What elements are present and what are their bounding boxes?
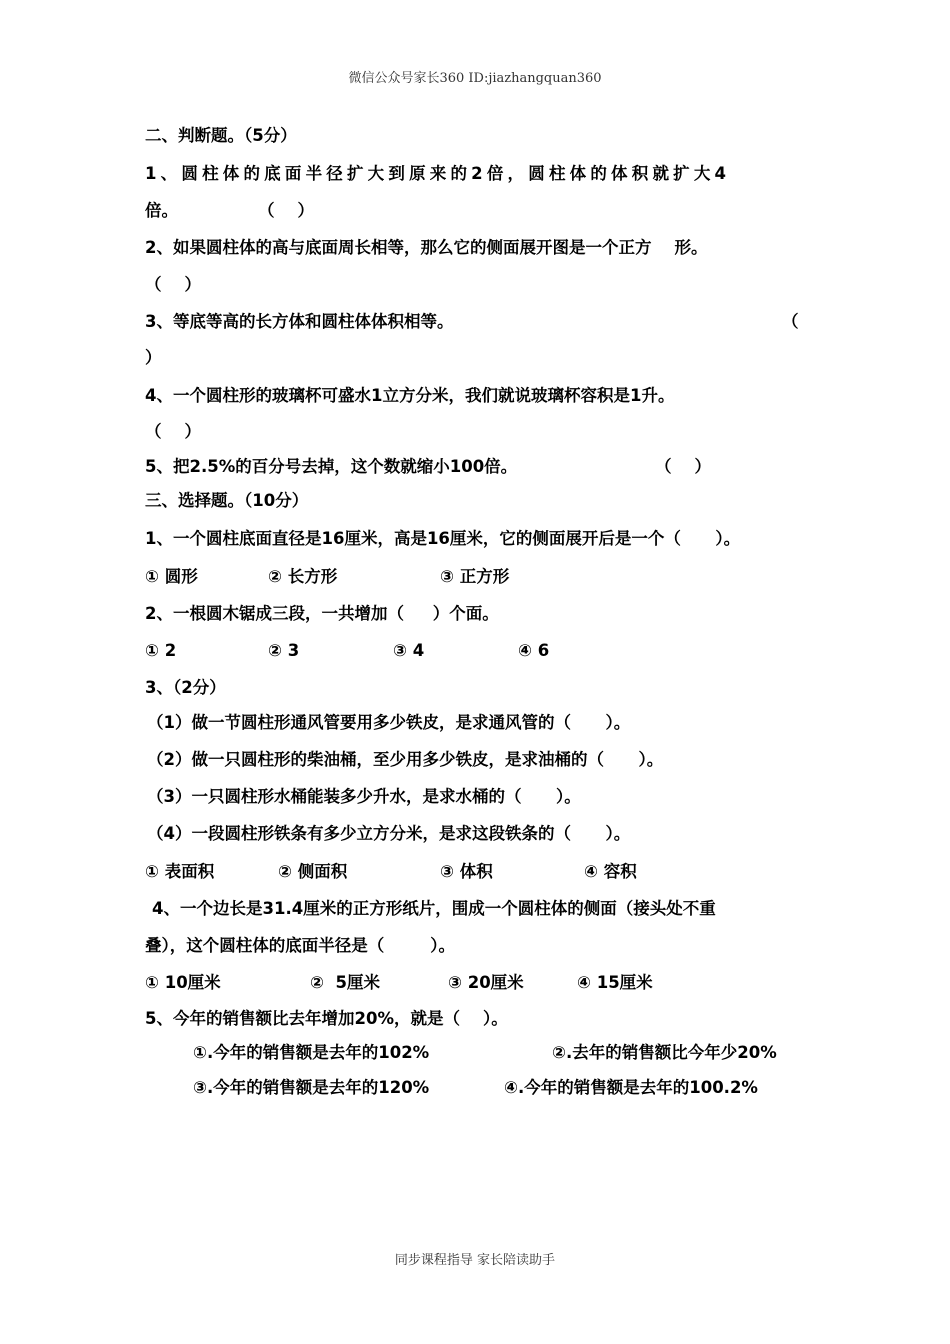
judge-q5-line1: 5、把2.5%的百分号去掉，这个数就缩小100倍。 bbox=[145, 457, 518, 476]
choice-q4-line1: 4、一个边长是31.4厘米的正方形纸片，围成一个圆柱体的侧面（接头处不重 bbox=[152, 899, 716, 918]
judge-q2-line1: 2、如果圆柱体的高与底面周长相等，那么它的侧面展开图是一个正方 形。 bbox=[145, 238, 708, 257]
page-footer: 同步课程指导 家长陪读助手 bbox=[394, 1253, 556, 1268]
choice-q2-option-2[interactable]: ② 3 bbox=[268, 641, 300, 660]
choice-q2-option-3[interactable]: ③ 4 bbox=[393, 641, 425, 660]
choice-q2-option-4[interactable]: ④ 6 bbox=[518, 641, 550, 660]
choice-q5-option-1[interactable]: ①.今年的销售额是去年的102% bbox=[193, 1043, 430, 1062]
choice-q4-line2: 叠），这个圆柱体的底面半径是（ ）。 bbox=[145, 936, 455, 955]
choice-q4-option-3[interactable]: ③ 20厘米 bbox=[448, 973, 524, 992]
choice-q1: 1、一个圆柱底面直径是16厘米，高是16厘米，它的侧面展开后是一个（ ）。 bbox=[145, 529, 741, 548]
section-title-judge: 二、判断题。（5分） bbox=[145, 126, 297, 145]
choice-q2: 2、一根圆木锯成三段，一共增加（ ）个面。 bbox=[145, 604, 499, 623]
judge-q5-answer-paren[interactable]: （ ） bbox=[655, 457, 711, 476]
choice-q3-sub-4: （4）一段圆柱形铁条有多少立方分米，是求这段铁条的（ ）。 bbox=[147, 824, 631, 843]
choice-q5-option-4[interactable]: ④.今年的销售额是去年的100.2% bbox=[504, 1078, 758, 1097]
judge-q4-line1: 4、一个圆柱形的玻璃杯可盛水1立方分米，我们就说玻璃杯容积是1升。 bbox=[145, 386, 675, 405]
judge-q1-answer-paren[interactable]: （ ） bbox=[258, 201, 314, 220]
judge-q4-answer-paren[interactable]: （ ） bbox=[145, 422, 201, 441]
page-header: 微信公众号家长360 ID:jiazhangquan360 bbox=[348, 71, 602, 86]
choice-q2-option-1[interactable]: ① 2 bbox=[145, 641, 177, 660]
judge-q3-answer-paren-close[interactable]: ） bbox=[145, 348, 162, 367]
choice-q3-option-1[interactable]: ① 表面积 bbox=[145, 862, 215, 881]
choice-q1-option-2[interactable]: ② 长方形 bbox=[268, 567, 338, 586]
choice-q4-option-2[interactable]: ② 5厘米 bbox=[310, 973, 380, 992]
choice-q5-option-3[interactable]: ③.今年的销售额是去年的120% bbox=[193, 1078, 430, 1097]
judge-q1-line1: 1、圆柱体的底面半径扩大到原来的2倍，圆柱体的体积就扩大4 bbox=[145, 164, 731, 183]
choice-q1-option-1[interactable]: ① 圆形 bbox=[145, 567, 198, 586]
choice-q5-option-2[interactable]: ②.去年的销售额比今年少20% bbox=[552, 1043, 777, 1062]
choice-q3-option-3[interactable]: ③ 体积 bbox=[440, 862, 493, 881]
choice-q4-option-1[interactable]: ① 10厘米 bbox=[145, 973, 221, 992]
section-title-choice: 三、选择题。（10分） bbox=[145, 491, 309, 510]
choice-q3: 3、（2分） bbox=[145, 678, 226, 697]
choice-q3-sub-2: （2）做一只圆柱形的柴油桶，至少用多少铁皮，是求油桶的（ ）。 bbox=[147, 750, 664, 769]
choice-q3-option-2[interactable]: ② 侧面积 bbox=[278, 862, 348, 881]
choice-q1-option-3[interactable]: ③ 正方形 bbox=[440, 567, 510, 586]
judge-q3-line1: 3、等底等高的长方体和圆柱体体积相等。 bbox=[145, 312, 454, 331]
choice-q4-option-4[interactable]: ④ 15厘米 bbox=[577, 973, 653, 992]
choice-q3-sub-1: （1）做一节圆柱形通风管要用多少铁皮，是求通风管的（ ）。 bbox=[147, 713, 631, 732]
choice-q5: 5、今年的销售额比去年增加20%，就是（ ）。 bbox=[145, 1009, 508, 1028]
choice-q3-option-4[interactable]: ④ 容积 bbox=[584, 862, 637, 881]
judge-q1-line2: 倍。 bbox=[145, 201, 178, 220]
choice-q3-sub-3: （3）一只圆柱形水桶能装多少升水，是求水桶的（ ）。 bbox=[147, 787, 581, 806]
judge-q2-answer-paren[interactable]: （ ） bbox=[145, 275, 201, 294]
judge-q3-answer-paren-open[interactable]: （ bbox=[782, 312, 799, 331]
